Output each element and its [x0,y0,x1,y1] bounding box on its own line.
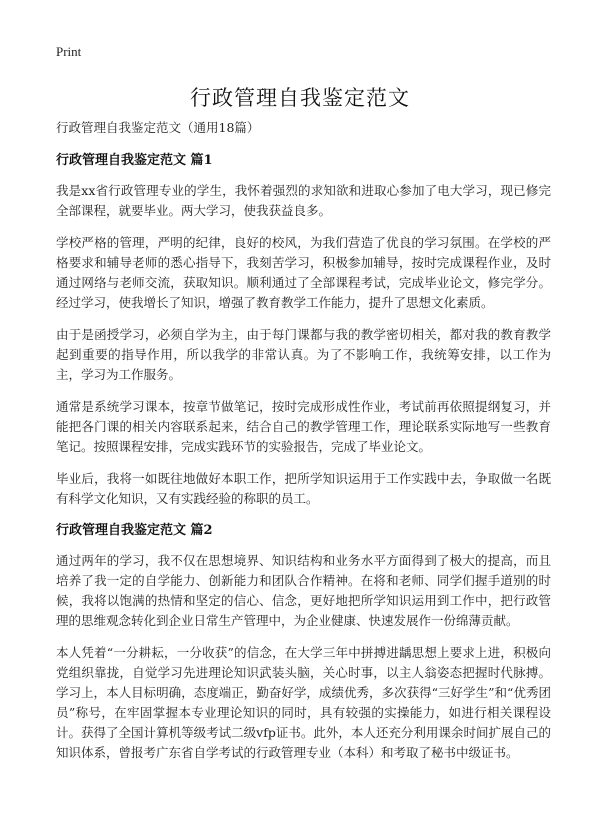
document-subtitle: 行政管理自我鉴定范文（通用18篇） [56,120,260,135]
print-link[interactable]: Print [56,44,82,59]
paragraph: 毕业后，我将一如既往地做好本职工作，把所学知识运用于工作实践中去，争取做一名既有科学文化知识，又有实践经验的称职的员工。 [56,471,551,506]
page-title: 行政管理自我鉴定范文 [190,86,410,110]
paragraph: 通常是系统学习课本，按章节做笔记，按时完成形成性作业，考试前再依照提纲复习，并能把各门课的相关内容联系起来，结合自己的教学管理工作，理论联系实际地写一些教育笔记。按照课程安排，完成实践环节的实验报告，完成了毕业论文。 [56,399,551,454]
paragraph: 通过两年的学习，我不仅在思想境界、知识结构和业务水平方面得到了极大的提高，而且培养了我一定的自学能力、创新能力和团队合作精神。在将和老师、同学们握手道别的时候，我将以饱满的热情和坚定的信心、信念，更好地把所学知识运用到工作中，把行政管理的思维观念转化到企业日常生产管理中，为企业健康、快速发展作一份绵薄贡献。 [56,553,551,628]
paragraph: 我是xx省行政管理专业的学生，我怀着强烈的求知欲和进取心参加了电大学习，现已修完全部课程，就要毕业。两大学习，使我获益良多。 [56,183,551,218]
paragraph: 由于是函授学习，必须自学为主，由于每门课都与我的教学密切相关，都对我的教育教学起到重要的指导作用，所以我学的非常认真。为了不影响工作，我统筹安排，以工作为主，学习为工作服务。 [56,327,551,382]
document-body [56,118,551,775]
paragraph: 学校严格的管理，严明的纪律，良好的校风，为我们营造了优良的学习氛围。在学校的严格要求和辅导老师的悉心指导下，我刻苦学习，积极参加辅导，按时完成课程作业，及时通过网络与老师交流，获取知识。顺利通过了全部课程考试，完成毕业论文，修完学分。经过学习，使我增长了知识，增强了教育教学工作能力，提升了思想文化素质。 [56,235,551,310]
section-heading-1: 行政管理自我鉴定范文 篇1 [56,153,213,168]
paragraph: 本人凭着“一分耕耘，一分收获”的信念，在大学三年中拼搏进龋思想上要求上进，积极向党组织靠拢，自觉学习先进理论知识武装头脑，关心时事，以主人翁姿态把握时代脉搏。学习上，本人目标明确，态度端正，勤奋好学，成绩优秀，多次获得“三好学生”和“优秀团员”称号，在牢固掌握本专业理论知识的同时，具有较强的实操能力，如进行相关课程设计。获得了全国计算机等级考试二级vfp证书。此外，本人还充分利用课余时间扩展自己的知识体系，曾报考广东省自学考试的行政管理专业（本科）和考取了秘书中级证书。 [56,645,551,760]
section-heading-2: 行政管理自我鉴定范文 篇2 [56,523,213,538]
